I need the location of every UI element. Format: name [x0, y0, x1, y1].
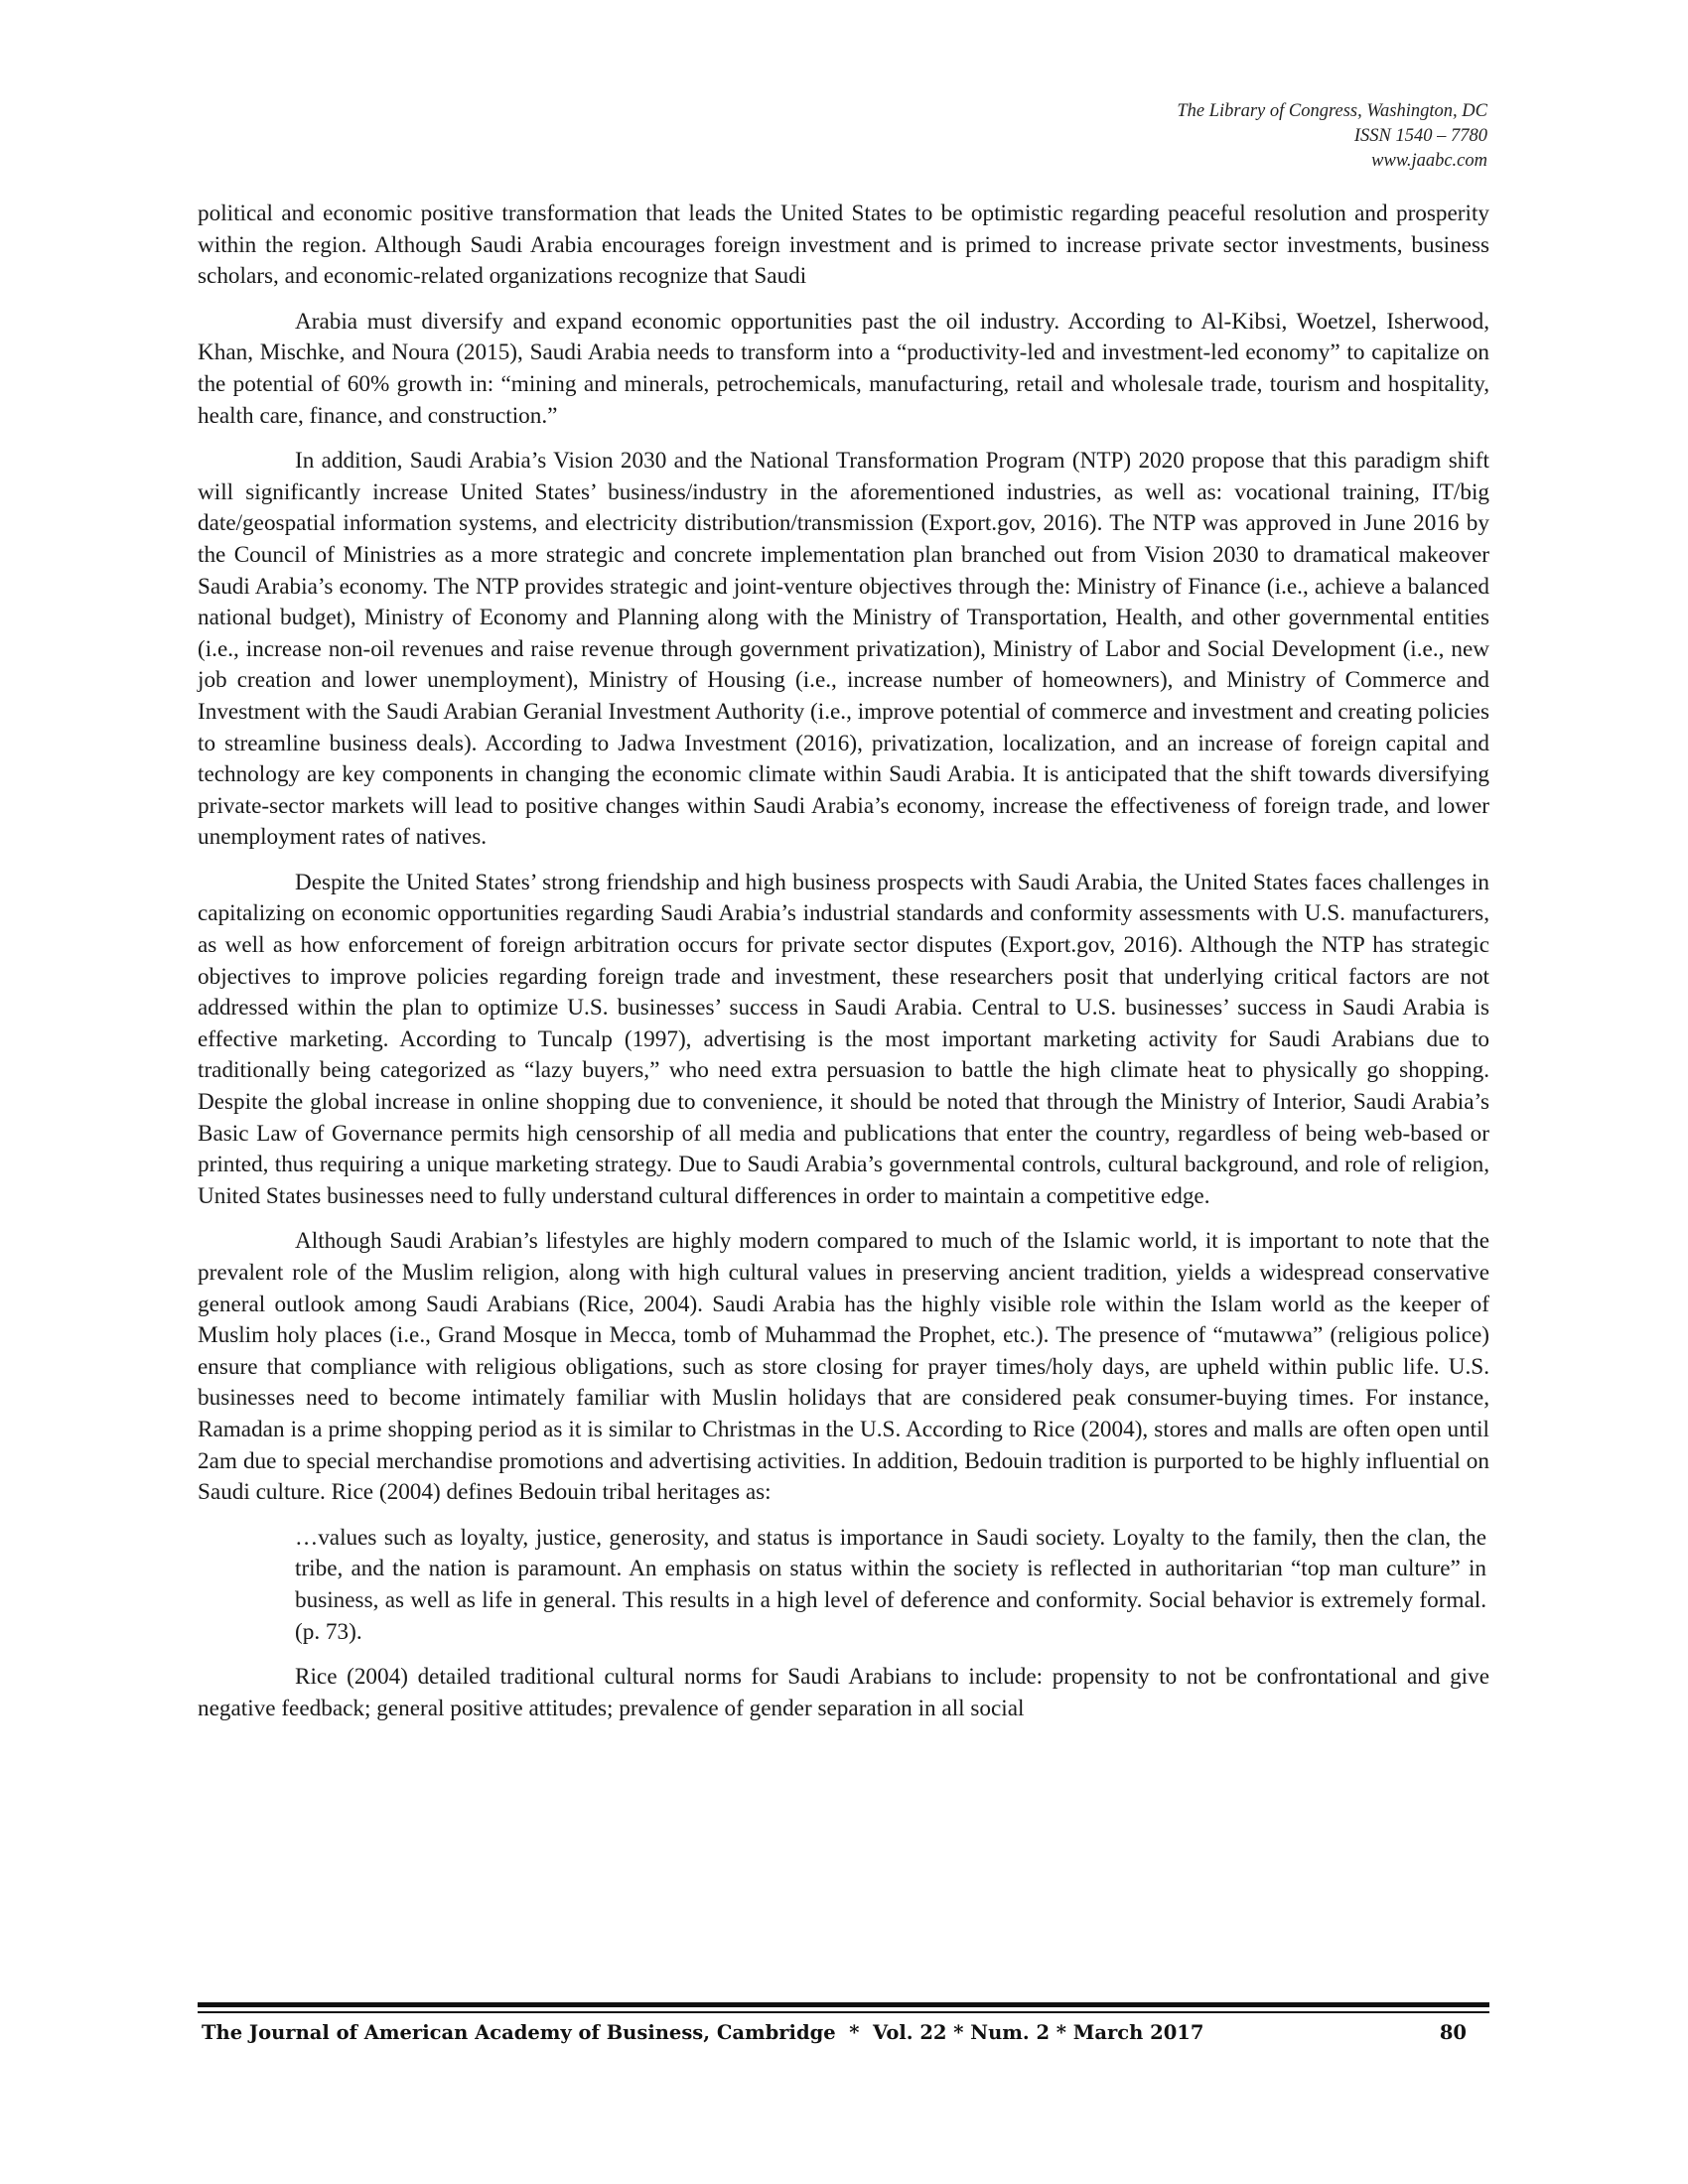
page-number: 80: [1439, 2021, 1467, 2044]
paragraph-religion: Although Saudi Arabian’s lifestyles are highly modern compared to much of the Islamic world, it is important to note that the prevalent role of the Muslim religion, along with high cultural values in preserving ancient tradition, yields a widespread conservative general outlook among Saudi Arabians (Rice, 2004). Saudi Arabia has the highly visible role within the Islam world as the keeper of Muslim holy places (i.e., Grand Mosque in Mecca, tomb of Muhammad the Prophet, etc.). The presence of “mutawwa” (religious police) ensure that compliance with religious obligations, such as store closing for prayer times/holy days, are upheld within public life. U.S. businesses need to become intimately familiar with Muslin holidays that are considered peak consumer-buying times. For instance, Ramadan is a prime shopping period as it is similar to Christmas in the U.S. According to Rice (2004), stores and malls are often open until 2am due to special merchandise promotions and advertising activities. In addition, Bedouin tradition is purported to be highly influential on Saudi culture. Rice (2004) defines Bedouin tribal heritages as:: [198, 1228, 1489, 1506]
paragraph-challenges: Despite the United States’ strong friendship and high business prospects with Saudi Arabia, the United States faces challenges in capitalizing on economic opportunities regarding Saudi Arabia’s industrial standards and conformity assessments with U.S. manufacturers, as well as how enforcement of foreign arbitration occurs for private sector disputes (Export.gov, 2016). Although the NTP has strategic objectives to improve policies regarding foreign trade and investment, these researchers posit that underlying critical factors are not addressed within the plan to optimize U.S. businesses’ success in Saudi Arabia. Central to U.S. businesses’ success in Saudi Arabia is effective marketing. According to Tuncalp (1997), advertising is the most important marketing activity for Saudi Arabians due to traditionally being categorized as “lazy buyers,” who need extra persuasion to battle the high climate heat to physically go shopping. Despite the global increase in online shopping due to convenience, it should be noted that through the Ministry of Interior, Saudi Arabia’s Basic Law of Governance permits high censorship of all media and publications that enter the country, regardless of being web-based or printed, thus requiring a unique marketing strategy. Due to Saudi Arabia’s governmental controls, cultural background, and role of religion, United States businesses need to fully understand cultural differences in order to maintain a competitive edge.: [198, 869, 1489, 1209]
paragraph-vision-2030: In addition, Saudi Arabia’s Vision 2030 and the National Transformation Program (NTP) 2020 propose that this paradigm shift will significantly increase United States’ business/industry in the aforementioned industries, as well as: vocational training, IT/big date/geospatial information systems, and electricity distribution/transmission (Export.gov, 2016). The NTP was approved in June 2016 by the Council of Ministries as a more strategic and concrete implementation plan branched out from Vision 2030 to dramatical makeover Saudi Arabia’s economy. The NTP provides strategic and joint-venture objectives through the: Ministry of Finance (i.e., achieve a balanced national budget), Ministry of Economy and Planning along with the Ministry of Transportation, Health, and other governmental entities (i.e., increase non-oil revenues and raise revenue through government privatization), Ministry of Labor and Social Development (i.e., new job creation and lower unemployment), Ministry of Housing (i.e., increase number of homeowners), and Ministry of Commerce and Investment with the Saudi Arabian Geranial Investment Authority (i.e., improve potential of commerce and investment and creating policies to streamline business deals). According to Jadwa Investment (2016), privatization, localization, and an increase of foreign capital and technology are key components in changing the economic climate within Saudi Arabia. It is anticipated that the shift towards diversifying private-sector markets will lead to positive changes within Saudi Arabia’s economy, increase the effectiveness of foreign trade, and lower unemployment rates of natives.: [198, 448, 1489, 851]
header-issn: ISSN 1540 – 7780: [1353, 126, 1487, 146]
header-website: www.jaabc.com: [1371, 151, 1487, 171]
block-quote: …values such as loyalty, justice, generosity, and status is importance in Saudi society. Loyalty to the family, then the clan, the tribe, and the nation is paramount. An emphasis on status within the society is reflected in authoritarian “top man culture” in business, as well as life in general. This results in a high level of deference and conformity. Social behavior is extremely formal. (p. 73).: [295, 1524, 1486, 1645]
paragraph-cultural-norms: Rice (2004) detailed traditional cultural norms for Saudi Arabians to include: propensity to not be confrontational and give negative feedback; general positive attitudes; prevalence of gender separation in all social: [198, 1664, 1489, 1721]
article-body: [198, 199, 1489, 1738]
running-header: [792, 99, 1487, 174]
paragraph-continued: political and economic positive transformation that leads the United States to be optimistic regarding peaceful resolution and prosperity within the region. Although Saudi Arabia encourages foreign investment and is primed to increase private sector investments, business scholars, and economic-related organizations recognize that Saudi: [198, 201, 1489, 290]
footer-rule-thick: [198, 2002, 1489, 2007]
footer-rule-thin: [198, 2011, 1489, 2013]
running-footer: [202, 2021, 1482, 2044]
footer-journal-title: The Journal of American Academy of Business, Cambridge * Vol. 22 * Num. 2 * March 2017: [202, 2021, 1204, 2044]
paragraph-diversify: Arabia must diversify and expand economic opportunities past the oil industry. According to Al-Kibsi, Woetzel, Isherwood, Khan, Mischke, and Noura (2015), Saudi Arabia needs to transform into a “productivity-led and investment-led economy” to capitalize on the potential of 60% growth in: “mining and minerals, petrochemicals, manufacturing, retail and wholesale trade, tourism and hospitality, health care, finance, and construction.”: [198, 308, 1489, 429]
header-publisher: The Library of Congress, Washington, DC: [1177, 101, 1487, 121]
